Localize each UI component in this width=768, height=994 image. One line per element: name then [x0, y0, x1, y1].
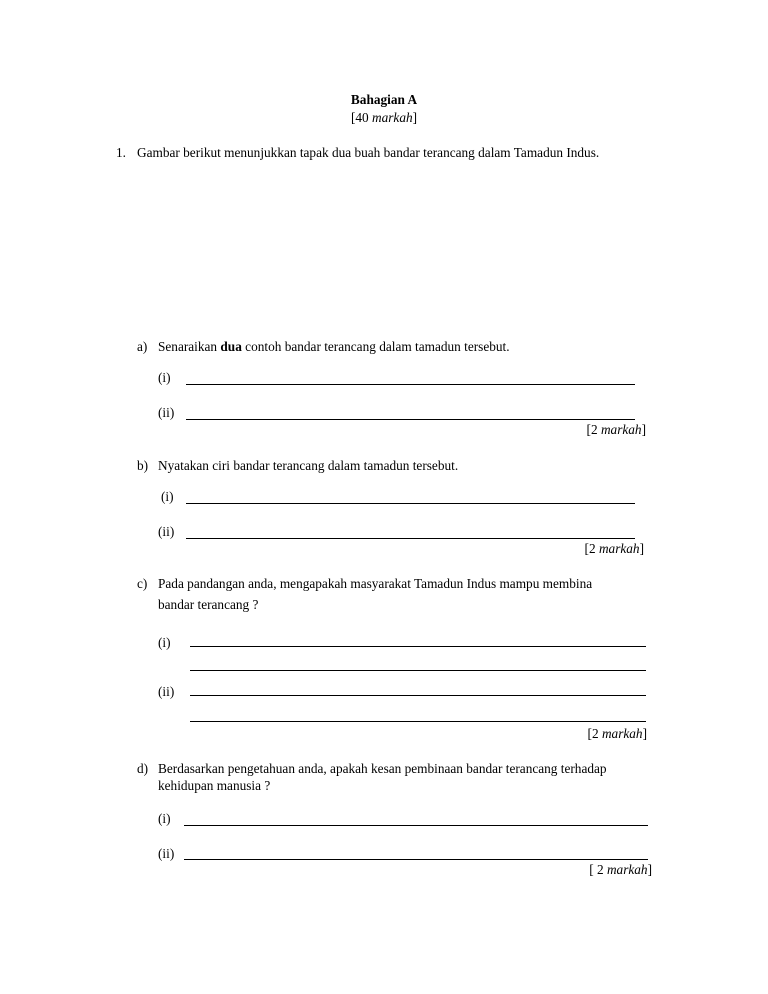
part-b-letter: b) — [137, 458, 149, 473]
part-b-answer-label-2: (ii) — [158, 524, 175, 539]
marks-prefix: [ 2 — [589, 862, 607, 877]
part-c-letter: c) — [137, 576, 148, 591]
marks-word: markah — [606, 862, 648, 877]
part-b-answer-label-1: (i) — [161, 489, 174, 504]
part-d-answer-label-1: (i) — [158, 811, 171, 826]
section-title: Bahagian A — [350, 92, 418, 107]
question-number: 1. — [116, 145, 126, 160]
part-d-question-line-2: kehidupan manusia ? — [158, 778, 271, 793]
part-b-question: Nyatakan ciri bandar terancang dalam tamadun tersebut. — [158, 458, 459, 473]
part-c-question-line-1: Pada pandangan anda, mengapakah masyarakat Tamadun Indus mampu membina — [158, 576, 593, 591]
part-d-marks — [589, 862, 652, 878]
part-a-answer-line-2[interactable] — [186, 419, 635, 420]
marks-prefix: [40 — [350, 110, 372, 125]
part-c-answer-line-1b[interactable] — [190, 670, 646, 671]
part-c-answer-line-2a[interactable] — [190, 695, 646, 696]
part-b-marks — [585, 541, 644, 557]
marks-suffix: ] — [647, 862, 652, 877]
part-a-text-before: Senaraikan — [158, 339, 221, 354]
marks-suffix: ] — [641, 422, 646, 437]
part-d-answer-line-2[interactable] — [184, 859, 648, 860]
part-a-answer-label-2: (ii) — [158, 405, 175, 420]
marks-suffix: ] — [639, 541, 644, 556]
part-d-question-line-1: Berdasarkan pengetahuan anda, apakah kesan pembinaan bandar terancang terhadap — [158, 761, 607, 776]
marks-suffix: ] — [412, 110, 418, 125]
part-b-answer-line-1[interactable] — [186, 503, 635, 504]
part-a-marks — [587, 422, 646, 438]
part-a-answer-line-1[interactable] — [186, 384, 635, 385]
marks-prefix: [2 — [584, 541, 599, 556]
question-text: Gambar berikut menunjukkan tapak dua buah bandar terancang dalam Tamadun Indus. — [137, 145, 600, 160]
marks-word: markah — [598, 541, 640, 556]
marks-word: markah — [601, 726, 643, 741]
part-a-question — [158, 339, 510, 355]
part-a-answer-label-1: (i) — [158, 370, 171, 385]
part-d-answer-line-1[interactable] — [184, 825, 648, 826]
part-c-answer-label-2: (ii) — [158, 684, 175, 699]
part-a-text-after: contoh bandar terancang dalam tamadun tersebut. — [241, 339, 510, 354]
marks-word: markah — [372, 110, 413, 125]
part-c-answer-label-1: (i) — [158, 635, 171, 650]
section-marks — [351, 110, 417, 126]
part-c-question-line-2: bandar terancang ? — [158, 597, 259, 612]
part-c-answer-line-2b[interactable] — [190, 721, 646, 722]
marks-prefix: [2 — [587, 726, 602, 741]
part-a-bold: dua — [220, 339, 242, 354]
marks-prefix: [2 — [586, 422, 601, 437]
part-b-answer-line-2[interactable] — [186, 538, 635, 539]
part-d-letter: d) — [137, 761, 149, 776]
marks-suffix: ] — [642, 726, 647, 741]
part-a-letter: a) — [137, 339, 148, 354]
part-c-marks — [588, 726, 647, 742]
part-d-answer-label-2: (ii) — [158, 846, 175, 861]
marks-word: markah — [600, 422, 642, 437]
part-c-answer-line-1a[interactable] — [190, 646, 646, 647]
